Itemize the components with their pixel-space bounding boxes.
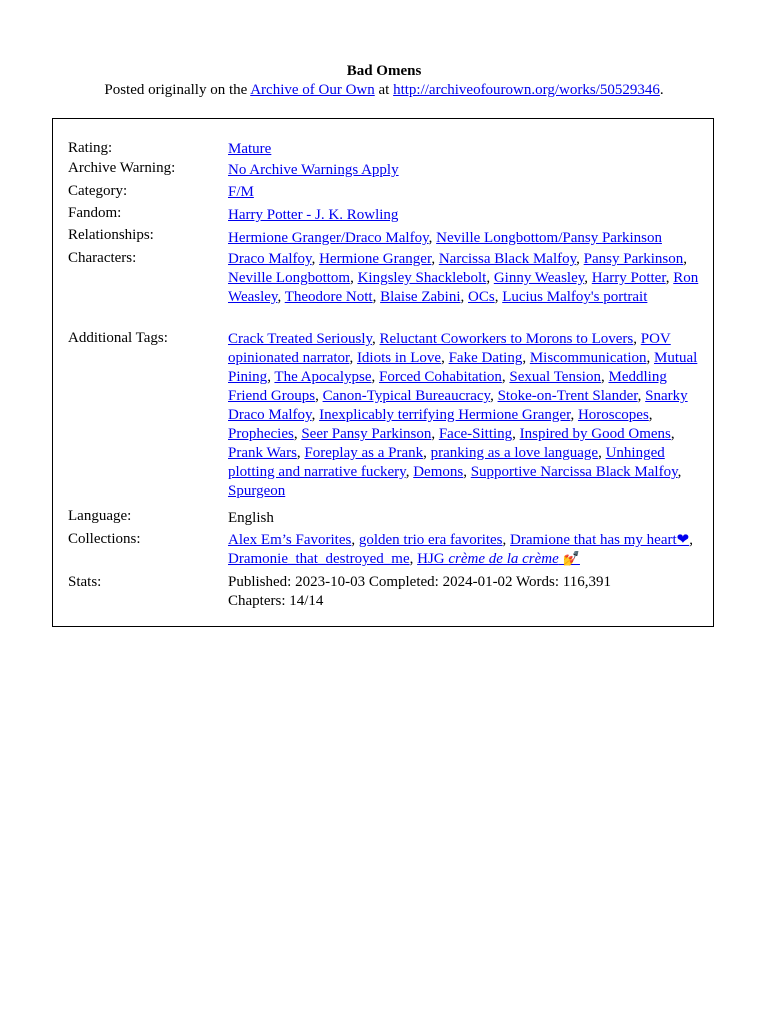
separator: ,	[296, 445, 305, 461]
category-label: Category:	[68, 183, 128, 199]
separator: ,	[670, 426, 675, 442]
separator: ,	[267, 369, 275, 385]
tag-link[interactable]: Ron Weasley	[228, 270, 699, 305]
separator: ,	[293, 426, 302, 442]
tag-link[interactable]: Kingsley Shacklebolt	[357, 270, 487, 286]
separator: ,	[431, 426, 439, 442]
work-metadata-box	[52, 118, 714, 627]
stats-value	[228, 573, 706, 611]
collections-label: Collections:	[68, 531, 141, 547]
tag-link[interactable]: Idiots in Love	[356, 350, 442, 366]
separator: ,	[576, 251, 584, 267]
tag-link[interactable]: Meddling Friend Groups	[228, 369, 667, 404]
separator: ,	[350, 270, 358, 286]
tag-link[interactable]: Unhinged plotting and narrative fuckery	[228, 445, 665, 480]
tag-link[interactable]: Draco Malfoy	[228, 251, 312, 267]
separator: ,	[372, 331, 380, 347]
collection-link[interactable]	[417, 551, 580, 567]
tag-link[interactable]: Neville Longbottom/Pansy Parkinson	[436, 230, 662, 246]
separator: ,	[637, 388, 646, 404]
separator: ,	[683, 251, 688, 267]
category-link[interactable]: F/M	[228, 184, 254, 200]
tag-link[interactable]: The Apocalypse	[274, 369, 372, 385]
tag-link[interactable]: Crack Treated Seriously	[228, 331, 373, 347]
tag-link[interactable]: Seer Pansy Parkinson	[301, 426, 432, 442]
separator: ,	[423, 445, 431, 461]
tag-link[interactable]: Snarky Draco Malfoy	[228, 388, 688, 423]
tag-link[interactable]: Blaise Zabini	[380, 289, 461, 305]
posted-suffix: .	[659, 82, 664, 98]
separator: ,	[598, 445, 606, 461]
tag-link[interactable]: Neville Longbottom	[228, 270, 351, 286]
stats-line2: Chapters: 14/14	[228, 593, 324, 609]
tag-link[interactable]: Theodore Nott	[284, 289, 373, 305]
tag-link[interactable]: Face-Sitting	[438, 426, 513, 442]
separator: ,	[665, 270, 674, 286]
tag-link[interactable]: Hermione Granger	[319, 251, 432, 267]
relationships-list	[228, 229, 706, 248]
tag-link[interactable]: Hermione Granger/Draco Malfoy	[228, 230, 429, 246]
separator: ,	[600, 369, 609, 385]
posted-prefix: Posted originally on the	[104, 82, 251, 98]
separator: ,	[494, 289, 503, 305]
tag-link[interactable]: Harry Potter	[591, 270, 666, 286]
separator: ,	[372, 289, 381, 305]
nail-polish-icon: 💅	[562, 552, 580, 567]
collection-link[interactable]: Dramonie_that_destroyed_me	[228, 551, 410, 567]
tag-link[interactable]: Pansy Parkinson	[583, 251, 684, 267]
rating-label: Rating:	[68, 140, 113, 156]
tag-link[interactable]: Horoscopes	[577, 407, 649, 423]
stats-line1: Published: 2023-10-03 Completed: 2024-01-02 Words: 116,391	[228, 574, 611, 590]
warning-link[interactable]: No Archive Warnings Apply	[228, 162, 399, 178]
characters-list	[228, 250, 706, 307]
tag-link[interactable]: Foreplay as a Prank	[304, 445, 424, 461]
separator: ,	[441, 350, 449, 366]
tag-link[interactable]: OCs	[468, 289, 495, 305]
collection-link[interactable]: Dramione that has my heart❤	[510, 532, 690, 548]
separator: ,	[677, 464, 682, 480]
characters-label: Characters:	[68, 250, 137, 266]
separator: ,	[648, 407, 653, 423]
separator: ,	[646, 350, 654, 366]
work-url-link[interactable]: http://archiveofourown.org/works/50529346	[393, 82, 660, 98]
tag-link[interactable]: Miscommunication	[529, 350, 647, 366]
tag-link[interactable]: pranking as a love language	[430, 445, 599, 461]
tag-link[interactable]: Prophecies	[228, 426, 294, 442]
tag-link[interactable]: Forced Cohabitation	[378, 369, 502, 385]
tag-link[interactable]: Reluctant Coworkers to Morons to Lovers	[379, 331, 634, 347]
tag-link[interactable]: Supportive Narcissa Black Malfoy	[470, 464, 678, 480]
tag-link[interactable]: Spurgeon	[228, 483, 286, 499]
separator: ,	[501, 369, 510, 385]
tag-link[interactable]: Narcissa Black Malfoy	[438, 251, 577, 267]
separator: ,	[315, 388, 323, 404]
tag-link[interactable]: Mutual Pining	[228, 350, 698, 385]
collection-link[interactable]: golden trio era favorites	[358, 532, 503, 548]
fandom-label: Fandom:	[68, 205, 122, 221]
separator: ,	[428, 230, 437, 246]
tag-link[interactable]: Stoke-on-Trent Slander	[497, 388, 638, 404]
tag-link[interactable]: POV opinionated narrator	[228, 331, 671, 366]
separator: ,	[349, 350, 357, 366]
collection-prefix: HJG	[417, 551, 449, 567]
warning-label: Archive Warning:	[68, 160, 176, 176]
tag-link[interactable]: Inspired by Good Omens	[519, 426, 671, 442]
collection-link[interactable]: Alex Em’s Favorites	[228, 532, 352, 548]
separator: ,	[486, 270, 494, 286]
posted-line	[0, 81, 768, 100]
tag-link[interactable]: Lucius Malfoy's portrait	[502, 289, 648, 305]
work-title: Bad Omens	[346, 63, 422, 79]
separator: ,	[405, 464, 414, 480]
tag-link[interactable]: Prank Wars	[228, 445, 297, 461]
separator: ,	[277, 289, 285, 305]
fandom-link[interactable]: Harry Potter - J. K. Rowling	[228, 207, 399, 223]
relationships-label: Relationships:	[68, 227, 154, 243]
separator: ,	[311, 251, 320, 267]
tag-link[interactable]: Demons	[413, 464, 464, 480]
stats-label: Stats:	[68, 574, 102, 590]
separator: ,	[522, 350, 530, 366]
work-header	[0, 62, 768, 100]
separator: ,	[584, 270, 592, 286]
language-label: Language:	[68, 508, 132, 524]
archive-link[interactable]: Archive of Our Own	[250, 82, 375, 98]
separator: ,	[311, 407, 320, 423]
rating-link[interactable]: Mature	[228, 141, 272, 157]
tag-link[interactable]: Inexplicably terrifying Hermione Granger	[319, 407, 571, 423]
separator: ,	[431, 251, 439, 267]
language-value: English	[228, 510, 274, 526]
separator: ,	[512, 426, 520, 442]
collection-italic: crème de la crème	[448, 551, 559, 567]
posted-middle: at	[374, 82, 394, 98]
tags-list	[228, 330, 706, 501]
tag-link[interactable]: Canon-Typical Bureaucracy	[322, 388, 491, 404]
separator: ,	[371, 369, 379, 385]
tag-link[interactable]: Fake Dating	[448, 350, 523, 366]
tags-label: Additional Tags:	[68, 330, 168, 346]
tag-link[interactable]: Ginny Weasley	[493, 270, 585, 286]
separator: ,	[463, 464, 471, 480]
separator: ,	[633, 331, 641, 347]
separator: ,	[490, 388, 498, 404]
separator: ,	[570, 407, 578, 423]
separator: ,	[460, 289, 468, 305]
collections-list: Alex Em’s Favorites, golden trio era favorites, Dramione that has my heart❤, Dramonie_that_destroyed_me, HJG crème de la crème 💅	[228, 532, 693, 567]
tag-link[interactable]: Sexual Tension	[509, 369, 601, 385]
